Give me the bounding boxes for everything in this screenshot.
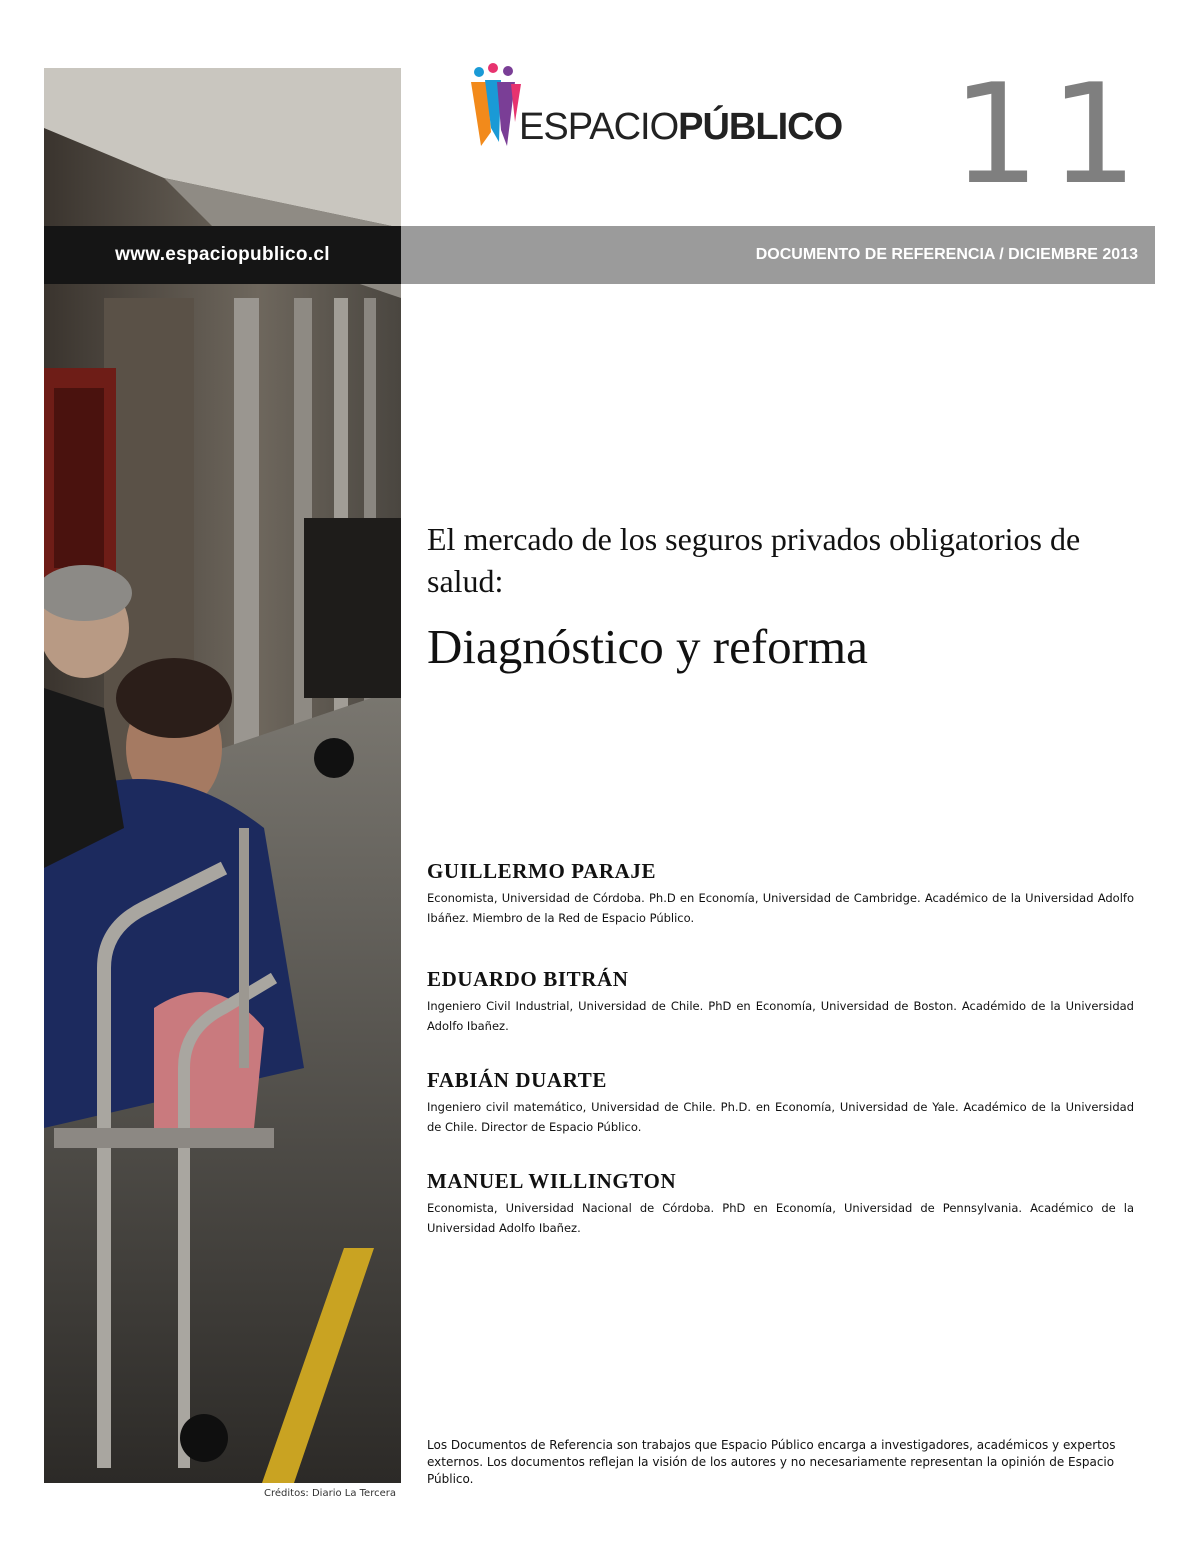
logo-figures-icon	[467, 62, 527, 154]
author-block	[427, 1067, 1134, 1137]
author-block	[427, 858, 1134, 928]
logo-text-bold: PÚBLICO	[678, 106, 843, 148]
author-name: GUILLERMO PARAJE	[427, 859, 657, 883]
author-block	[427, 1168, 1134, 1238]
url-bar	[44, 226, 401, 284]
author-bio: Ingeniero civil matemático, Universidad de Chile. Ph.D. en Economía, Universidad de Yale. Académico de la Universidad de Chile. Director de Espacio Público.	[427, 1100, 1134, 1134]
author-name: MANUEL WILLINGTON	[427, 1169, 677, 1193]
logo-text-light: ESPACIO	[519, 106, 679, 148]
author-block	[427, 966, 1134, 1036]
espacio-publico-logo	[467, 62, 843, 154]
author-bio: Economista, Universidad de Córdoba. Ph.D en Economía, Universidad de Cambridge. Académico de la Universidad Adolfo Ibáñez. Miembro de la Red de Espacio Público.	[427, 891, 1134, 925]
document-subtitle: Diagnóstico y reforma	[427, 619, 868, 674]
logo-wordmark	[519, 108, 842, 146]
document-type-label: DOCUMENTO DE REFERENCIA / DICIEMBRE 2013	[755, 246, 1138, 263]
author-bio: Economista, Universidad Nacional de Córdoba. PhD en Economía, Universidad de Pennsylvania. Académico de la Universidad Adolfo Ibañez.	[427, 1201, 1134, 1235]
document-title: El mercado de los seguros privados obligatorios de salud:	[427, 521, 1081, 599]
website-url[interactable]: www.espaciopublico.cl	[115, 244, 330, 265]
author-name: EDUARDO BITRÁN	[427, 967, 629, 991]
author-bio: Ingeniero Civil Industrial, Universidad de Chile. PhD en Economía, Universidad de Boston. Académido de la Universidad Adolfo Ibañez.	[427, 999, 1134, 1033]
author-name: FABIÁN DUARTE	[427, 1068, 607, 1092]
issue-number: 11	[952, 54, 1148, 215]
reference-disclaimer: Los Documentos de Referencia son trabajos que Espacio Público encarga a investigadores, académicos y expertos externos. Los documentos reflejan la visión de los autores y no necesariamente representan la opinión de Espacio Público.	[427, 1438, 1116, 1486]
photo-credit: Créditos: Diario La Tercera	[264, 1488, 396, 1499]
document-type-bar	[401, 226, 1155, 284]
